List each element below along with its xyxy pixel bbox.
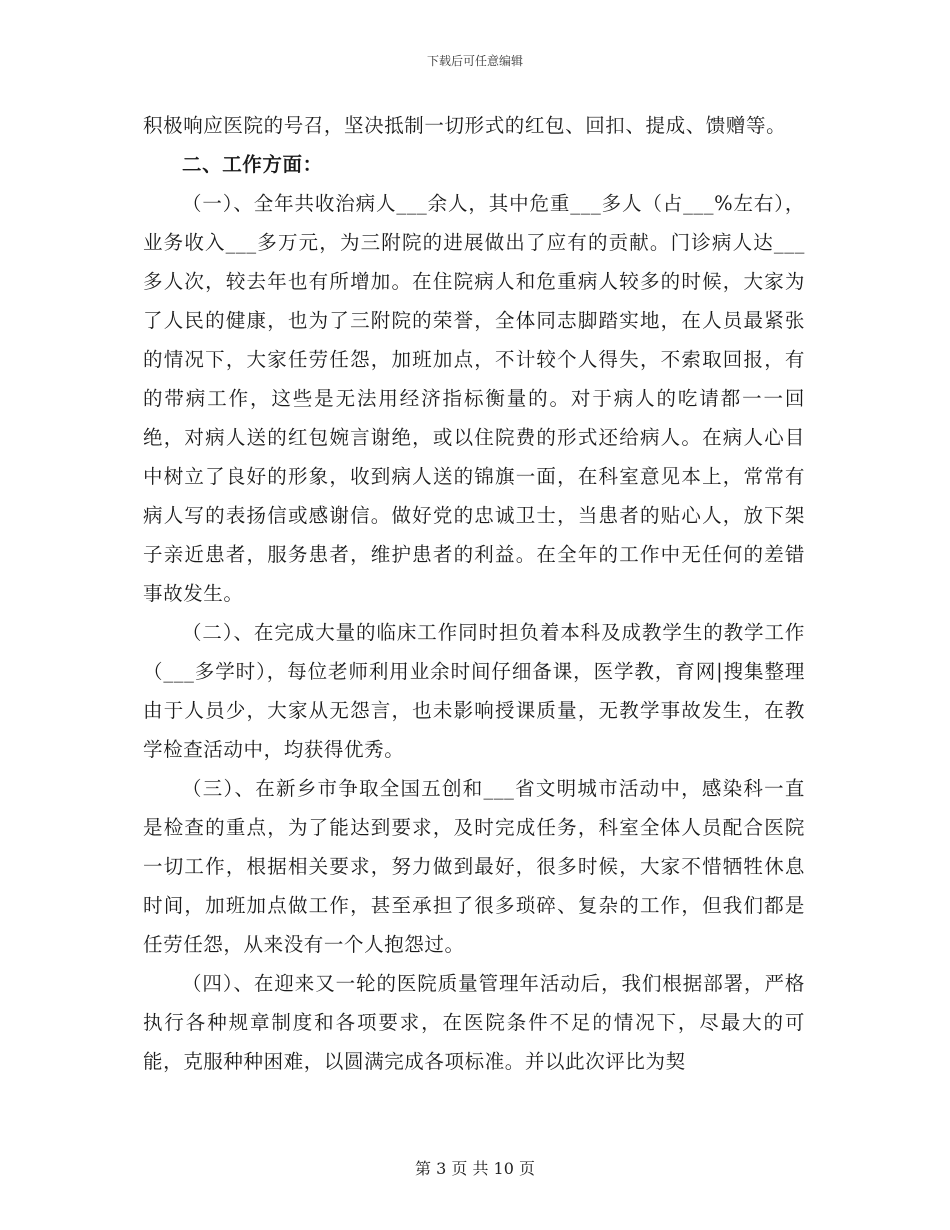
document-body	[143, 106, 805, 1081]
paragraph-item-3: （三）、在新乡市争取全国五创和___省文明城市活动中，感染科一直是检查的重点，为了能达到要求，及时完成任务，科室全体人员配合医院一切工作，根据相关要求，努力做到最好，很多时候，大家不惜牺牲休息时间，加班加点做工作，甚至承担了很多琐碎、复杂的工作，但我们都是任劳任怨，从来没有一个人抱怨过。	[143, 777, 805, 956]
paragraph-item-4: （四）、在迎来又一轮的医院质量管理年活动后，我们根据部署，严格执行各种规章制度和各项要求，在医院条件不足的情况下，尽最大的可能，克服种种困难，以圆满完成各项标准。并以此次评比为契	[143, 972, 805, 1073]
page-footer: 第 3 页 共 10 页	[415, 1159, 535, 1178]
page-header: 下载后可任意编辑	[426, 54, 523, 68]
paragraph-item-2: （二）、在完成大量的临床工作同时担负着本科及成教学生的教学工作（___多学时），每位老师利用业余时间仔细备课，医学教，育网|搜集整理由于人员少，大家从无怨言，也未影响授课质量，无教学事故发生，在教学检查活动中，均获得优秀。	[143, 621, 805, 761]
paragraph-continuation: 积极响应医院的号召，坚决抵制一切形式的红包、回扣、提成、馈赠等。	[143, 114, 787, 137]
section-heading: 二、工作方面：	[182, 153, 323, 176]
paragraph-item-1: （一）、全年共收治病人___余人，其中危重___多人（占___%左右），业务收入___多万元，为三附院的进展做出了应有的贡献。门诊病人达___多人次，较去年也有所增加。在住院病人和危重病人较多的时候，大家为了人民的健康，也为了三附院的荣誉，全体同志脚踏实地，在人员最紧张的情况下，大家任劳任怨，加班加点，不计较个人得失，不索取回报，有的带病工作，这些是无法用经济指标衡量的。对于病人的吃请都一一回绝，对病人送的红包婉言谢绝，或以住院费的形式还给病人。在病人心目中树立了良好的形象，收到病人送的锦旗一面，在科室意见本上，常常有病人写的表扬信或感谢信。做好党的忠诚卫士，当患者的贴心人，放下架子亲近患者，服务患者，维护患者的利益。在全年的工作中无任何的差错事故发生。	[143, 192, 805, 605]
